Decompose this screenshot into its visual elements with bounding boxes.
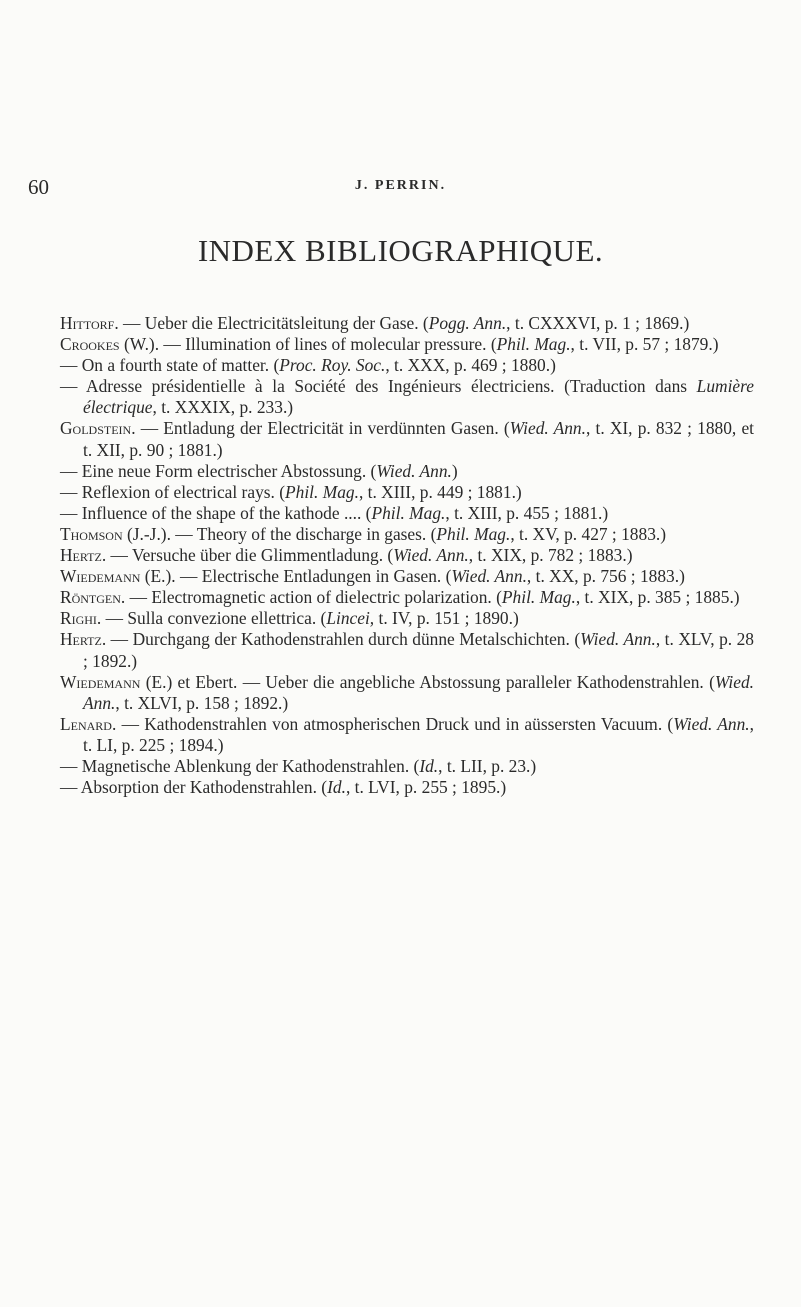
entry-text: , t. XIII, p. 449 ; 1881.)	[358, 481, 522, 502]
entry-journal: Wied. Ann.	[509, 418, 586, 439]
entry-text: , t. XIII, p. 455 ; 1881.)	[445, 502, 609, 523]
entry-text: — Reflexion of electrical rays. (	[60, 481, 286, 502]
entry-journal: Phil. Mag.	[285, 481, 359, 502]
entry-text: , t. LVI, p. 255 ; 1895.)	[345, 777, 507, 798]
entry-text: , t. XX, p. 756 ; 1883.)	[526, 566, 685, 587]
entry-text: (E.). — Electrische Entladungen in Gasen. (	[140, 566, 452, 587]
entry-text: , t. XIX, p. 385 ; 1885.)	[575, 587, 740, 608]
entry-text: (J.-J.). — Theory of the discharge in gases. (	[122, 523, 437, 544]
bibliography-entry	[60, 608, 754, 629]
bibliography-entry	[60, 756, 754, 777]
entry-text: — Ueber die Electricitätsleitung der Gase. (	[118, 313, 429, 333]
entry-author: Röntgen.	[60, 587, 126, 608]
bibliography-entry	[60, 545, 754, 566]
entry-text: , t. VII, p. 57 ; 1879.)	[570, 334, 719, 355]
entry-journal: Lincei,	[326, 608, 375, 629]
entry-text: — Magnetische Ablenkung der Kathodenstrahlen. (	[60, 755, 420, 776]
entry-text: , t. LII, p. 23.)	[438, 755, 537, 776]
entry-text: — Versuche über die Glimmentladung. (	[106, 545, 394, 566]
page-header	[28, 175, 773, 205]
entry-text: , t. XLV, p. 28 ; 1892.)	[83, 629, 754, 671]
bibliography-entry	[60, 587, 754, 608]
entry-journal: Phil. Mag.	[501, 587, 576, 608]
entry-author: Hittorf.	[60, 313, 119, 333]
page-title: INDEX BIBLIOGRAPHIQUE.	[197, 233, 604, 268]
entry-author: Crookes	[60, 334, 120, 355]
entry-journal: Pogg. Ann.	[428, 313, 507, 333]
entry-author: Wiedemann	[60, 671, 141, 692]
entry-author: Hertz.	[60, 629, 107, 650]
entry-text: — Influence of the shape of the kathode .... (	[60, 502, 372, 523]
bibliography-list	[60, 313, 754, 798]
entry-author: Thomson	[60, 523, 123, 544]
entry-journal: Wied. Ann.	[451, 566, 527, 587]
entry-text: , t. XIX, p. 782 ; 1883.)	[468, 545, 633, 566]
entry-text: , t. LI, p. 225 ; 1894.)	[83, 713, 754, 755]
entry-journal: Wied. Ann.	[83, 671, 754, 713]
entry-author: Wiedemann	[60, 566, 141, 587]
entry-text: , t. XXX, p. 469 ; 1880.)	[385, 355, 556, 376]
bibliography-entry	[60, 566, 754, 587]
bibliography-entry	[60, 482, 754, 503]
bibliography-entry	[60, 524, 754, 545]
entry-journal: Lumière électrique	[83, 376, 754, 418]
entry-journal: Id.	[327, 777, 346, 798]
entry-author: Goldstein.	[60, 418, 136, 439]
entry-journal: Phil. Mag.	[371, 502, 446, 523]
bibliography-entry	[60, 714, 754, 756]
bibliography-entry	[60, 461, 754, 482]
entry-text: — Eine neue Form electrischer Abstossung. (	[60, 460, 377, 481]
entry-text: — Absorption der Kathodenstrahlen. (	[60, 777, 328, 798]
entry-journal: Wied. Ann.	[673, 713, 750, 734]
entry-text: (W.). — Illumination of lines of molecular pressure. (	[119, 334, 497, 355]
bibliography-entry	[60, 355, 754, 376]
entry-text: — Durchgang der Kathodenstrahlen durch dünne Metalschichten. (	[106, 629, 581, 650]
entry-text: — Sulla convezione ellettrica. (	[101, 608, 327, 629]
entry-text: — Entladung der Electricität in verdünnten Gasen. (	[135, 418, 510, 439]
entry-text: — Electromagnetic action of dielectric polarization. (	[125, 587, 502, 608]
bibliography-entry	[60, 777, 754, 798]
entry-journal: Wied. Ann.	[580, 629, 656, 650]
entry-author: Righi.	[60, 608, 102, 629]
entry-text: , t. XLVI, p. 158 ; 1892.)	[115, 692, 289, 713]
bibliography-entry	[60, 334, 754, 355]
entry-journal: Proc. Roy. Soc.	[279, 355, 386, 376]
entry-journal: Wied. Ann.	[376, 460, 452, 481]
entry-journal: Wied. Ann.	[393, 545, 469, 566]
entry-author: Lenard.	[60, 713, 117, 734]
bibliography-entry	[60, 376, 754, 418]
entry-text: , t. XXXIX, p. 233.)	[152, 397, 294, 418]
running-head: J. PERRIN.	[354, 178, 447, 193]
entry-text: — Kathodenstrahlen von atmospherischen Druck und in aüssersten Vacuum. (	[116, 713, 674, 734]
entry-text: — On a fourth state of matter. (	[60, 355, 280, 376]
entry-text: — Adresse présidentielle à la Société des Ingénieurs électriciens. (Traduction dans	[60, 376, 697, 397]
bibliography-entry	[60, 503, 754, 524]
entry-journal: Phil. Mag.	[436, 523, 511, 544]
bibliography-entry	[60, 418, 754, 460]
bibliography-entry	[60, 629, 754, 671]
bibliography-entry	[60, 672, 754, 714]
entry-text: (E.) et Ebert. — Ueber die angebliche Abstossung paralleler Kathodenstrahlen. (	[140, 671, 715, 692]
bibliography-entry	[60, 313, 754, 334]
page-number: 60	[28, 175, 49, 199]
entry-author: Hertz.	[60, 545, 107, 566]
entry-text: , t. CXXXVI, p. 1 ; 1869.)	[506, 313, 690, 333]
entry-text: t. IV, p. 151 ; 1890.)	[374, 608, 519, 629]
entry-journal: Id.	[419, 755, 439, 776]
entry-text: , t. XV, p. 427 ; 1883.)	[510, 523, 667, 544]
entry-text: )	[451, 460, 458, 481]
entry-text: , t. XI, p. 832 ; 1880, et t. XII, p. 90 ; 1881.)	[83, 418, 754, 460]
entry-journal: Phil. Mag.	[496, 334, 571, 355]
